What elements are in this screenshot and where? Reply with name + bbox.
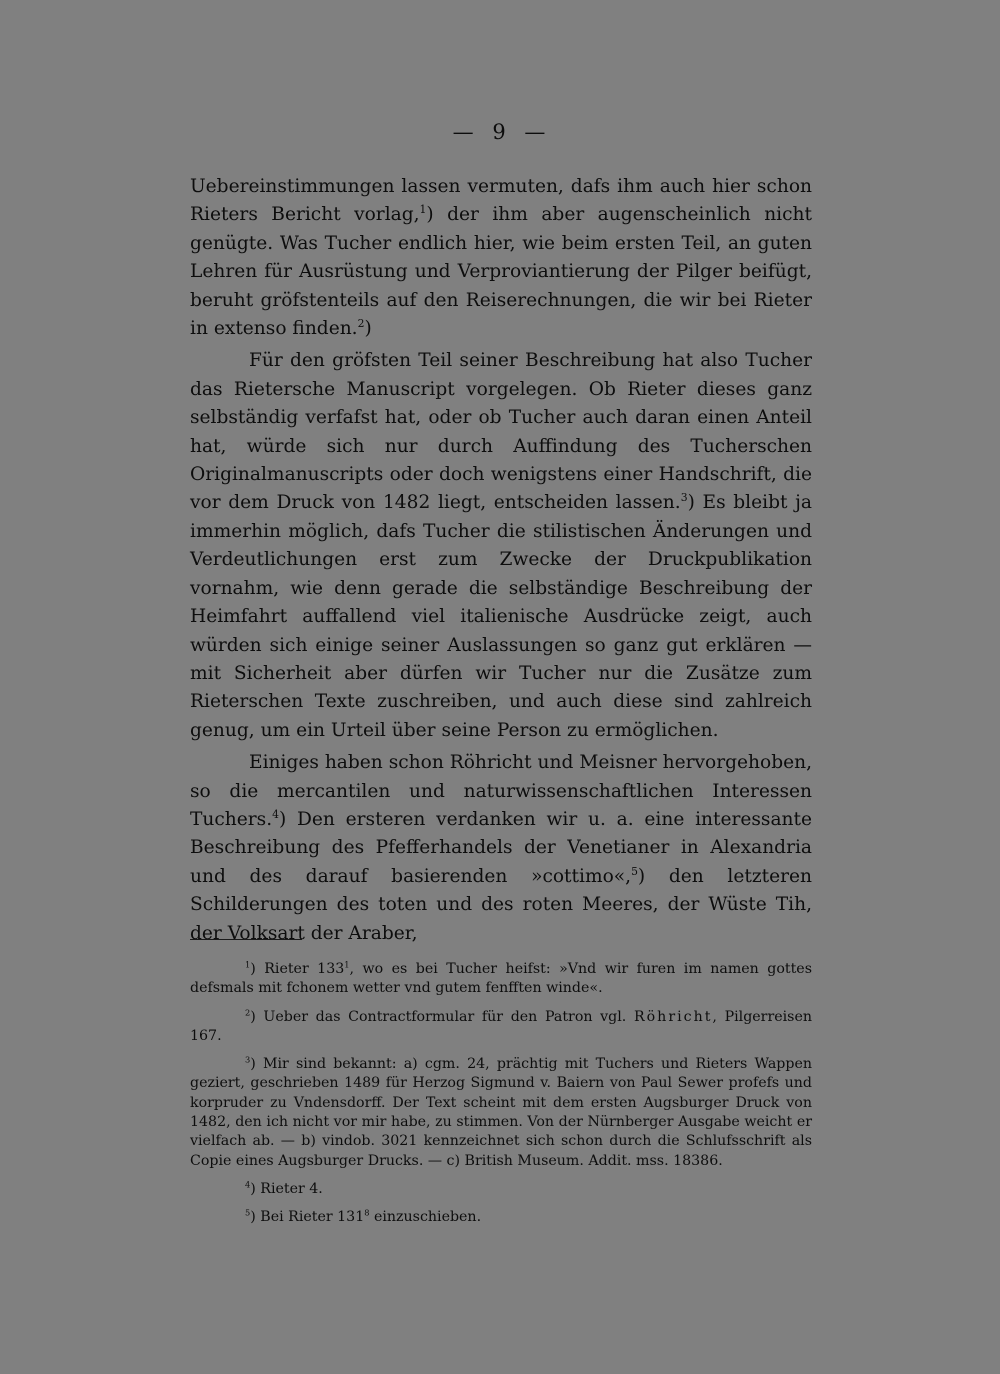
text-run: , wo es bei Tucher heifst: »Vnd wir furen im namen gottes defsmals mit fchonem wetter vnd gutem fenfften winde«. — [190, 961, 812, 997]
footnote-marker: 1 — [245, 959, 251, 970]
footnote-marker: 8 — [364, 1207, 370, 1218]
text-run: ) — [364, 318, 372, 340]
footnote-marker: 4 — [245, 1179, 251, 1190]
text-run: ) der ihm aber augenscheinlich nicht genügte. Was Tucher endlich hier, wie beim ersten Teil, an guten Lehren für Ausrüstung und Verproviantierung der Pilger beifügt, beruht gröfstenteils auf den Reiserechnungen, die wir bei Rieter in extenso finden. — [190, 204, 812, 340]
footnotes — [190, 960, 812, 1237]
footnote — [190, 960, 812, 999]
text-run: ) Rieter 133 — [250, 961, 345, 977]
main-text — [190, 173, 812, 948]
text-run: ) Rieter 4. — [250, 1180, 323, 1197]
footnote-marker: 3 — [680, 491, 688, 505]
text-run: ) Mir sind bekannt: a) cgm. 24, prächtig mit Tuchers und Rieters Wappen geziert, geschrieben 1489 für Herzog Sigmund v. Baiern von Paul Sewer profefs und korpruder zu Vndensdorff. Der Text scheint mit dem ersten Augsburger Druck von 1482, den ich nicht vor mir habe, zu stimmen. Von der Nürnberger Ausgabe weicht er vielfach ab. — b) vindob. 3021 kennzeichnet sich schon durch die Schlufsschrift als Copie eines Augsburger Drucks. — c) British Museum. Addit. mss. 18386. — [190, 1056, 812, 1169]
text-run: ) Es bleibt ja immerhin möglich, dafs Tucher die stilistischen Änderungen und Verdeutlichungen erst zum Zwecke der Druckpublikation vornahm, wie denn gerade die selbständige Beschreibung der Heimfahrt auffallend viel italienische Ausdrücke zeigt, auch würden sich einige seiner Auslassungen so ganz gut erklären — mit Sicherheit aber dürfen wir Tucher nur die Zusätze zum Rieterschen Texte zuschreiben, und auch diese sind zahlreich genug, um ein Urteil über seine Person zu ermöglichen. — [190, 492, 812, 741]
spaced-name: Röhricht — [633, 1008, 713, 1025]
footnote-marker: 2 — [357, 316, 365, 330]
body-paragraph — [190, 749, 812, 948]
footnote — [190, 1055, 812, 1171]
footnote-rule — [190, 939, 302, 940]
footnote-marker: 3 — [245, 1054, 251, 1065]
footnote-marker: 1 — [419, 203, 427, 217]
footnote-marker: 2 — [245, 1006, 251, 1017]
text-run: ) Ueber das Contractformular für den Patron vgl. — [250, 1008, 634, 1025]
text-run: ) Bei Rieter 131 — [250, 1209, 365, 1226]
footnote — [190, 1208, 812, 1227]
footnote — [190, 1180, 812, 1199]
text-run: , Pilgerreisen 167. — [190, 1008, 812, 1044]
text-run: einzuschieben. — [369, 1209, 482, 1226]
footnote-marker: 5 — [245, 1207, 251, 1218]
body-paragraph — [190, 347, 812, 745]
footnote-marker: 4 — [272, 807, 279, 821]
text-run: Einiges haben schon Röhricht und Meisner hervorgehoben, so die mercantilen und naturwissenschaftlichen Interessen Tuchers. — [190, 752, 812, 830]
text-run: Für den gröfsten Teil seiner Beschreibung hat also Tucher das Rietersche Manuscript vorgelegen. Ob Rieter dieses ganz selbständig verfafst hat, oder ob Tucher auch daran einen Anteil hat, würde sich nur durch Auffindung des Tucherschen Originalmanuscripts oder doch wenigstens einer Handschrift, die vor dem Druck von 1482 liegt, entscheiden lassen. — [190, 350, 812, 514]
footnote — [190, 1008, 812, 1047]
page-number: — 9 — — [452, 120, 548, 144]
footnote-marker: 5 — [631, 864, 638, 878]
body-paragraph — [190, 173, 812, 343]
text-run: ) den letzteren Schilderungen des toten und des roten Meeres, der Wüste Tih, der Volksart der Araber, — [190, 865, 812, 944]
footnote-marker: 1 — [344, 959, 350, 970]
text-run: ) Den ersteren verdanken wir u. a. eine interessante Beschreibung des Pfefferhandels der Venetianer in Alexandria und des darauf basierenden »cottimo«, — [190, 808, 812, 887]
text-run: Uebereinstimmungen lassen vermuten, dafs ihm auch hier schon Rieters Bericht vorlag, — [190, 176, 812, 226]
